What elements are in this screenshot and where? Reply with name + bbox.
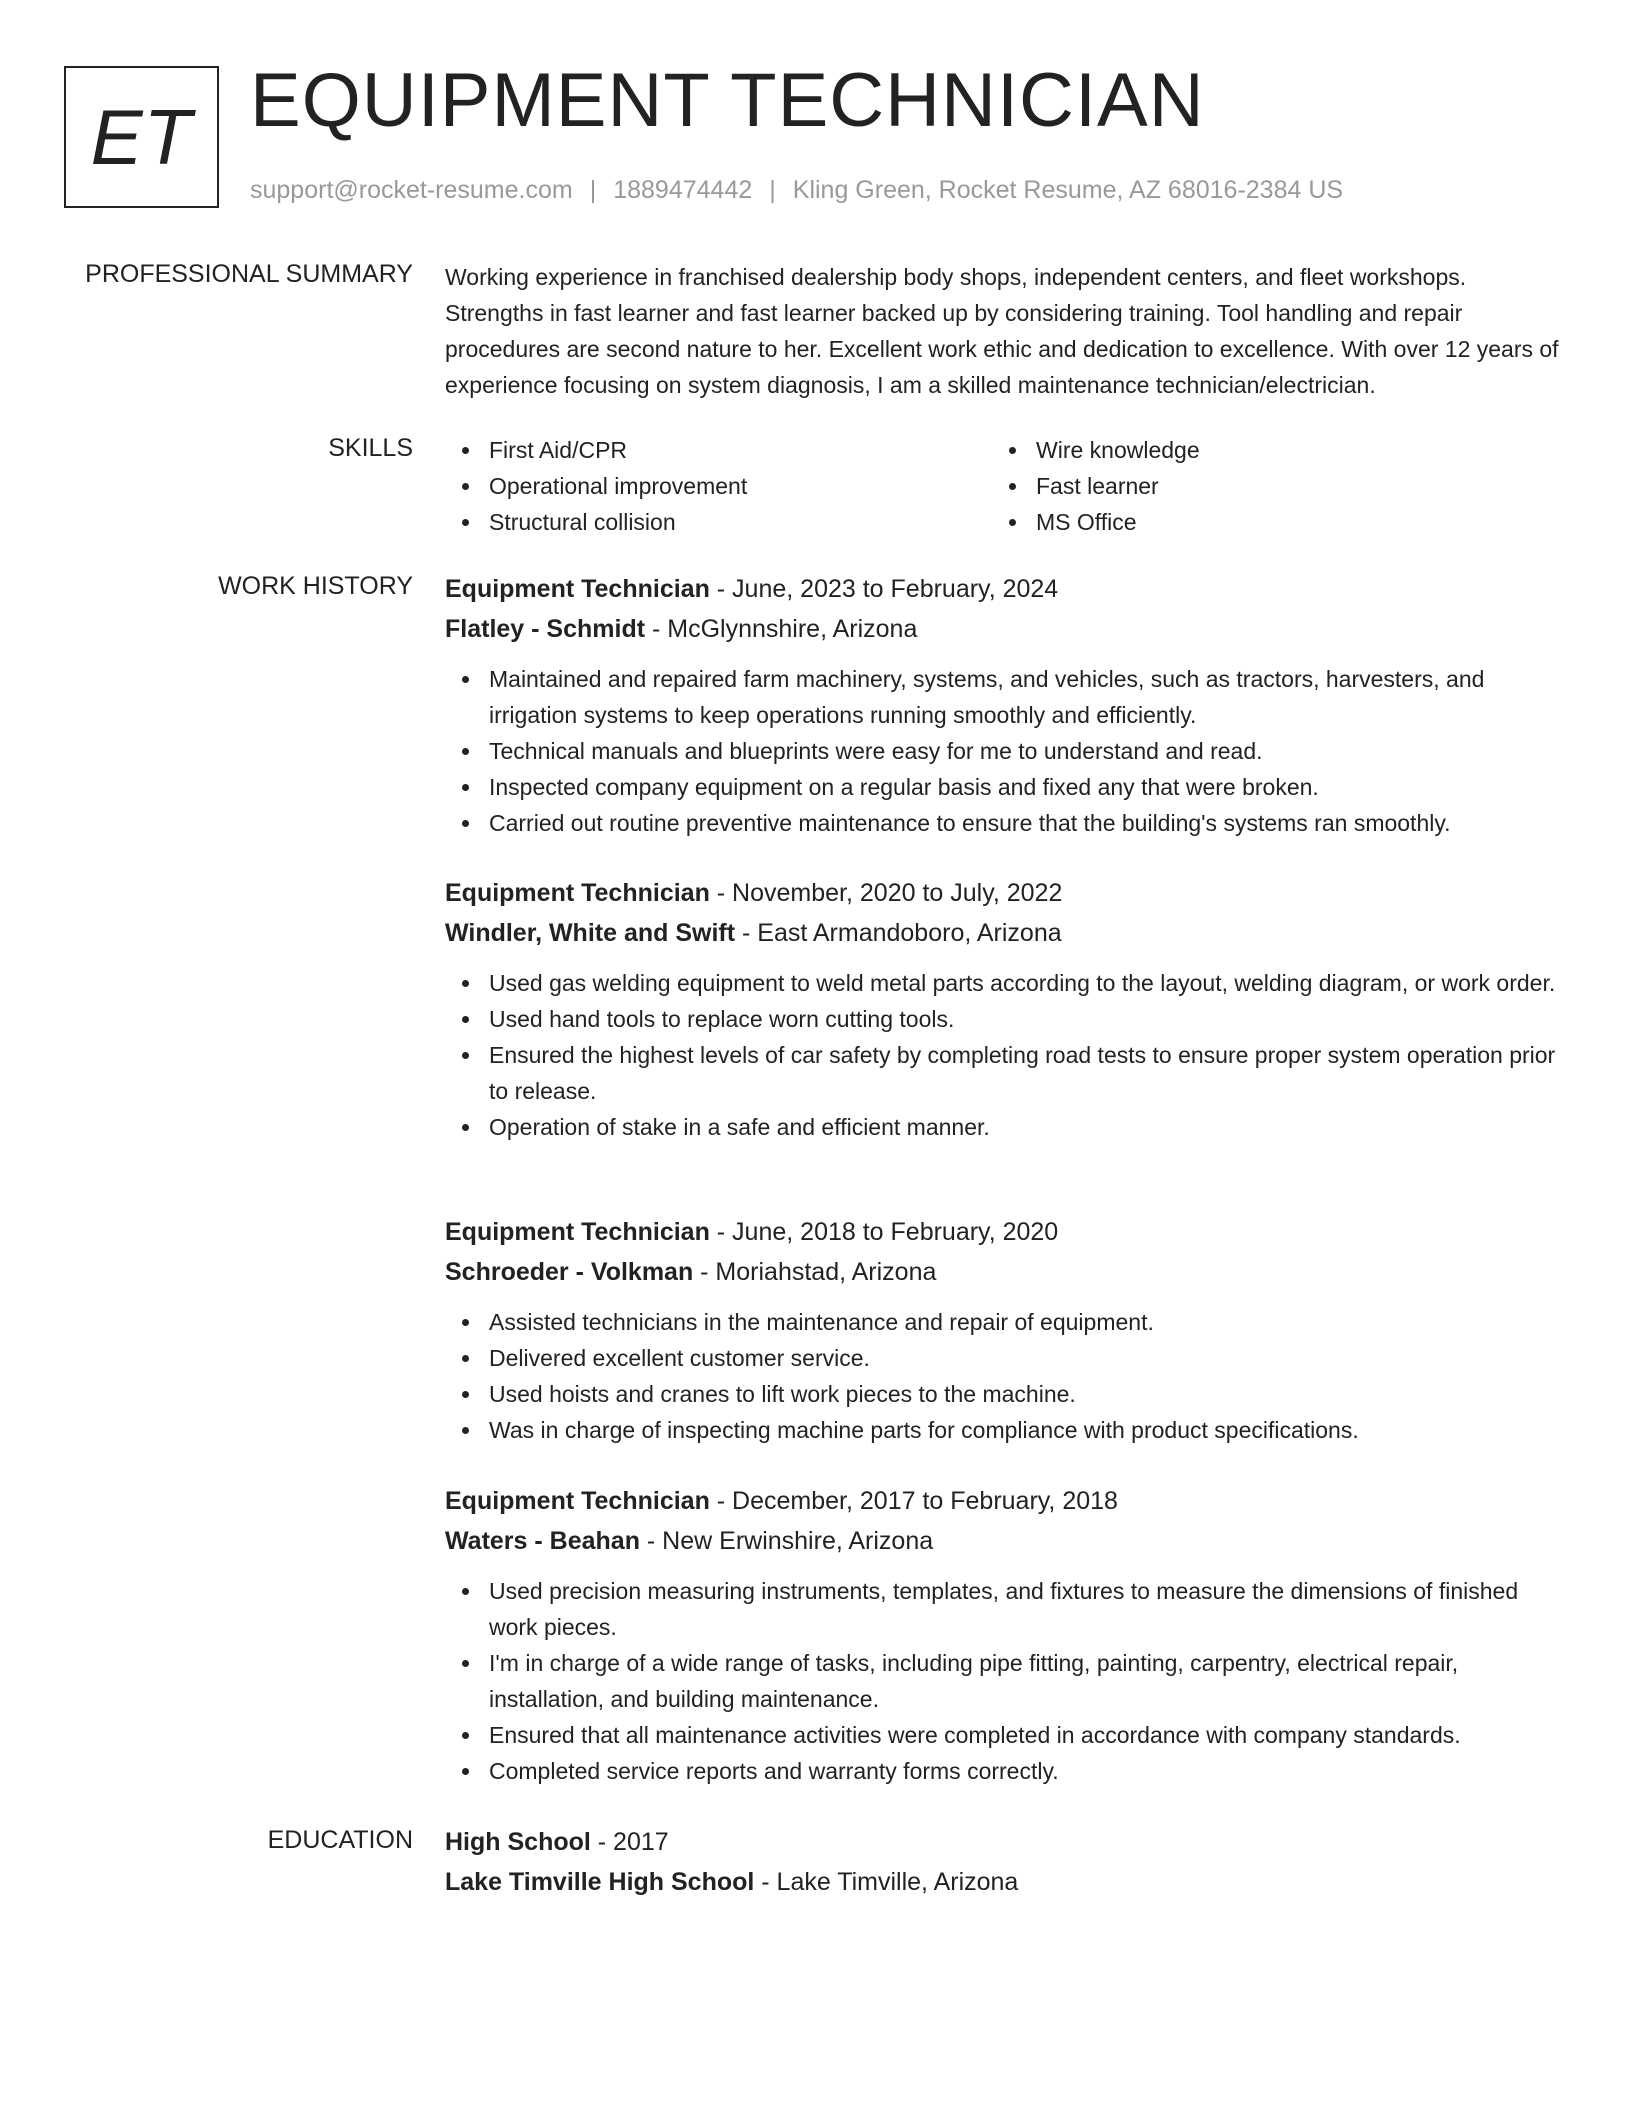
- contact-separator: |: [769, 176, 776, 204]
- education-degree-line: [445, 1822, 1565, 1862]
- contact-line: [250, 174, 1343, 206]
- job-bullet: Carried out routine preventive maintenance to ensure that the building's systems ran smoothly.: [445, 805, 1565, 841]
- job-bullets: [445, 1304, 1565, 1448]
- job-company-line: [445, 609, 1565, 649]
- job-bullet: Maintained and repaired farm machinery, systems, and vehicles, such as tractors, harvesters, and irrigation systems to keep operations running smoothly and efficiently.: [445, 661, 1565, 733]
- job-dates: - June, 2018 to February, 2020: [709, 1218, 1059, 1246]
- job-title: Equipment Technician: [445, 1218, 710, 1246]
- contact-address: Kling Green, Rocket Resume, AZ 68016-2384 US: [792, 176, 1344, 204]
- contact-phone: 1889474442: [613, 176, 753, 204]
- job-bullets: [445, 1573, 1565, 1789]
- job-title: Equipment Technician: [445, 1487, 710, 1515]
- contact-separator: |: [589, 176, 597, 204]
- job-company: Flatley - Schmidt: [445, 615, 646, 643]
- job-company-line: [445, 1252, 1565, 1292]
- education-school-line: [445, 1862, 1565, 1902]
- skills-column-left: [445, 432, 992, 540]
- skill-item: Operational improvement: [445, 468, 992, 504]
- job-bullet: Assisted technicians in the maintenance and repair of equipment.: [445, 1304, 1565, 1340]
- job-location: - East Armandoboro, Arizona: [735, 919, 1062, 947]
- page-title: EQUIPMENT TECHNICIAN: [250, 58, 1205, 143]
- job-bullets: [445, 965, 1565, 1145]
- job-bullet: Technical manuals and blueprints were easy for me to understand and read.: [445, 733, 1565, 769]
- job-bullet: Was in charge of inspecting machine parts for compliance with product specifications.: [445, 1412, 1565, 1448]
- job-bullet: Used precision measuring instruments, templates, and fixtures to measure the dimensions of finished work pieces.: [445, 1573, 1565, 1645]
- job-bullet: Ensured that all maintenance activities were completed in accordance with company standards.: [445, 1717, 1565, 1753]
- education-entry: [445, 1822, 1565, 1902]
- job-title-line: [445, 1481, 1565, 1521]
- job-bullet: Used hoists and cranes to lift work pieces to the machine.: [445, 1376, 1565, 1412]
- skill-item: MS Office: [992, 504, 1539, 540]
- job-entry: [445, 873, 1565, 1145]
- education-school: Lake Timville High School: [445, 1868, 755, 1896]
- section-label-education: EDUCATION: [267, 1826, 413, 1854]
- job-bullet: Ensured the highest levels of car safety by completing road tests to ensure proper system operation prior to release.: [445, 1037, 1565, 1109]
- monogram-logo: ET: [64, 66, 219, 208]
- job-bullet: I'm in charge of a wide range of tasks, including pipe fitting, painting, carpentry, electrical repair, installation, and building maintenance.: [445, 1645, 1565, 1717]
- skill-item: Fast learner: [992, 468, 1539, 504]
- job-location: - Moriahstad, Arizona: [693, 1258, 937, 1286]
- job-company: Schroeder - Volkman: [445, 1258, 694, 1286]
- job-bullet: Delivered excellent customer service.: [445, 1340, 1565, 1376]
- skill-item: First Aid/CPR: [445, 432, 992, 468]
- job-bullet: Used hand tools to replace worn cutting tools.: [445, 1001, 1565, 1037]
- skills-list: [445, 432, 1565, 540]
- job-dates: - December, 2017 to February, 2018: [709, 1487, 1118, 1515]
- job-location: - McGlynnshire, Arizona: [645, 615, 918, 643]
- job-title-line: [445, 1212, 1565, 1252]
- job-location: - New Erwinshire, Arizona: [639, 1527, 934, 1555]
- job-bullet: Inspected company equipment on a regular basis and fixed any that were broken.: [445, 769, 1565, 805]
- contact-email: support@rocket-resume.com: [250, 176, 573, 204]
- job-company: Windler, White and Swift: [445, 919, 736, 947]
- skill-item: Structural collision: [445, 504, 992, 540]
- section-label-work-history: WORK HISTORY: [218, 572, 413, 600]
- section-label-summary: PROFESSIONAL SUMMARY: [85, 260, 413, 288]
- job-entry: [445, 569, 1565, 841]
- summary-text: Working experience in franchised dealership body shops, independent centers, and fleet workshops. Strengths in fast learner and fast learner backed up by considering training. Tool handling and repair procedures are second nature to her. Excellent work ethic and dedication to excellence. With over 12 years of experience focusing on system diagnosis, I am a skilled maintenance technician/electrician.: [445, 264, 1559, 398]
- job-bullet: Used gas welding equipment to weld metal parts according to the layout, welding diagram, or work order.: [445, 965, 1565, 1001]
- job-company-line: [445, 913, 1565, 953]
- education-year: - 2017: [590, 1828, 669, 1856]
- job-company-line: [445, 1521, 1565, 1561]
- education-degree: High School: [445, 1828, 591, 1856]
- job-dates: - November, 2020 to July, 2022: [709, 879, 1063, 907]
- job-bullet: Completed service reports and warranty forms correctly.: [445, 1753, 1565, 1789]
- education-location: - Lake Timville, Arizona: [754, 1868, 1019, 1896]
- job-dates: - June, 2023 to February, 2024: [709, 575, 1059, 603]
- job-title-line: [445, 569, 1565, 609]
- job-bullets: [445, 661, 1565, 841]
- skill-item: Wire knowledge: [992, 432, 1539, 468]
- job-entry: [445, 1481, 1565, 1789]
- section-label-skills: SKILLS: [328, 434, 413, 462]
- job-title: Equipment Technician: [445, 879, 710, 907]
- job-title: Equipment Technician: [445, 575, 710, 603]
- job-bullet: Operation of stake in a safe and efficient manner.: [445, 1109, 1565, 1145]
- job-company: Waters - Beahan: [445, 1527, 640, 1555]
- job-title-line: [445, 873, 1565, 913]
- job-entry: [445, 1212, 1565, 1448]
- skills-column-right: [992, 432, 1539, 540]
